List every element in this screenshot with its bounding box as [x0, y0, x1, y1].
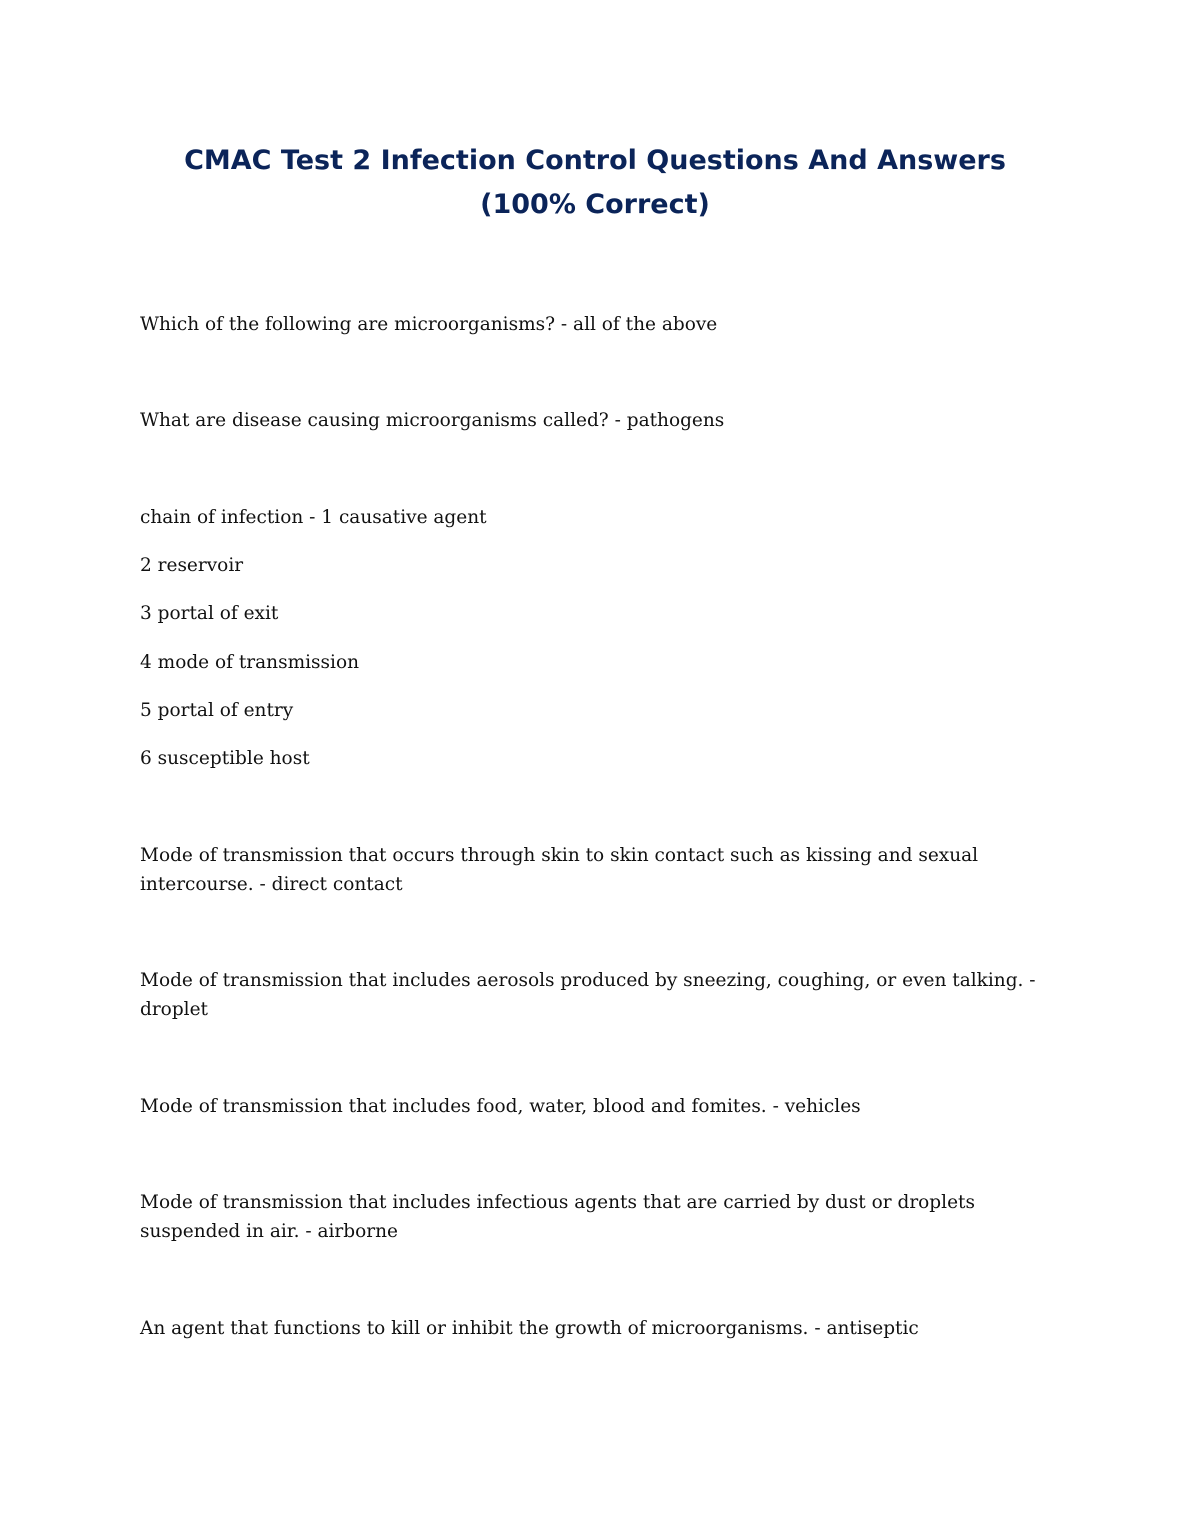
qa-item-microorganisms: Which of the following are microorganisms? - all of the above — [140, 314, 718, 335]
document-title-line-2: (100% Correct) — [480, 189, 710, 220]
qa-item-droplet: Mode of transmission that includes aerosols produced by sneezing, coughing, or even talking. - droplet — [140, 970, 1036, 1020]
qa-item-airborne: Mode of transmission that includes infectious agents that are carried by dust or droplets suspended in air. - airborne — [140, 1192, 975, 1242]
chain-of-infection-line-2: 2 reservoir — [140, 555, 244, 576]
chain-of-infection-line-4: 4 mode of transmission — [140, 652, 360, 673]
qa-item-vehicles: Mode of transmission that includes food, water, blood and fomites. - vehicles — [140, 1096, 861, 1117]
chain-of-infection-line-1: chain of infection - 1 causative agent — [140, 507, 487, 528]
qa-item-antiseptic: An agent that functions to kill or inhibit the growth of microorganisms. - antiseptic — [140, 1318, 919, 1339]
chain-of-infection-line-6: 6 susceptible host — [140, 748, 310, 769]
chain-of-infection-line-3: 3 portal of exit — [140, 603, 279, 624]
qa-item-direct-contact: Mode of transmission that occurs through skin to skin contact such as kissing and sexual intercourse. - direct contact — [140, 845, 979, 895]
document-title-line-1: CMAC Test 2 Infection Control Questions And Answers — [184, 145, 1006, 176]
qa-item-pathogens: What are disease causing microorganisms called? - pathogens — [140, 410, 725, 431]
chain-of-infection-line-5: 5 portal of entry — [140, 700, 294, 721]
